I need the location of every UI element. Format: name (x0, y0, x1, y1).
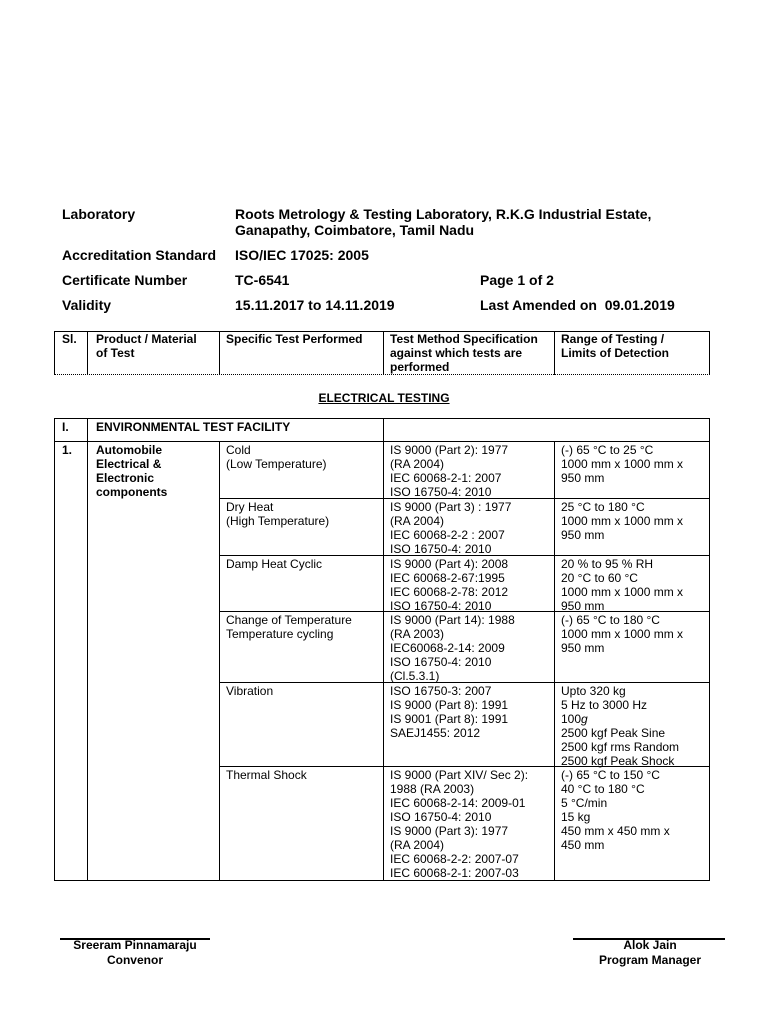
test-method: IS 9000 (Part XIV/ Sec 2): 1988 (RA 2003) IEC 60068-2-14: 2009-01 ISO 16750-4: 2010 IS 9000 (Part 3): 1977 (RA 2004) IEC 60068-2-2: 2007-07 IEC 60068-2-1: 2007-03 (390, 768, 529, 880)
test-range: (-) 65 °C to 150 °C 40 °C to 180 °C 5 °C/min 15 kg 450 mm x 450 mm x 450 mm (561, 768, 670, 852)
standard-label: Accreditation Standard (62, 247, 217, 263)
test-name: Change of Temperature Temperature cycling (226, 613, 352, 641)
laboratory-value-line2: Ganapathy, Coimbatore, Tamil Nadu (235, 222, 475, 238)
item-product: Automobile Electrical & Electronic components (96, 443, 168, 499)
col-specific-test: Specific Test Performed (226, 332, 363, 346)
table-top-border (54, 418, 710, 419)
convenor-role: Convenor (106, 953, 163, 967)
test-name: Damp Heat Cyclic (226, 557, 323, 571)
test-method: ISO 16750-3: 2007 IS 9000 (Part 8): 1991 IS 9001 (Part 8): 1991 SAEJ1455: 2012 (390, 684, 509, 740)
certificate-label: Certificate Number (62, 272, 188, 288)
signature-left (40, 938, 230, 968)
test-range: Upto 320 kg 5 Hz to 3000 Hz 100g 2500 kgf Peak Sine 2500 kgf rms Random 2500 kgf Peak Shock (561, 684, 680, 768)
facility-row-border (54, 441, 710, 442)
laboratory-value-line1: Roots Metrology & Testing Laboratory, R.K.G Industrial Estate, (235, 206, 652, 222)
test-range: (-) 65 °C to 25 °C 1000 mm x 1000 mm x 950 mm (561, 443, 684, 485)
col-sl: Sl. (62, 332, 77, 346)
col-product: Product / Material of Test (96, 332, 197, 360)
item-number: 1. (62, 443, 73, 457)
facility-name: ENVIRONMENTAL TEST FACILITY (96, 420, 291, 434)
test-name: Cold (Low Temperature) (226, 443, 327, 471)
certificate-value: TC-6541 (235, 272, 290, 288)
facility-number: I. (62, 420, 69, 434)
validity-label: Validity (62, 297, 112, 313)
test-method: IS 9000 (Part 2): 1977 (RA 2004) IEC 60068-2-1: 2007 ISO 16750-4: 2010 (390, 443, 509, 499)
test-range: (-) 65 °C to 180 °C 1000 mm x 1000 mm x 950 mm (561, 613, 684, 655)
validity-value: 15.11.2017 to 14.11.2019 (235, 297, 395, 313)
section-title: ELECTRICAL TESTING (318, 391, 450, 405)
test-range: 20 % to 95 % RH 20 °C to 60 °C 1000 mm x 1000 mm x 950 mm (561, 557, 684, 613)
program-manager-role: Program Manager (598, 953, 702, 967)
program-manager-name: Alok Jain (623, 938, 677, 952)
test-method: IS 9000 (Part 3) : 1977 (RA 2004) IEC 60068-2-2 : 2007 ISO 16750-4: 2010 (390, 500, 512, 556)
convenor-name: Sreeram Pinnamaraju (73, 938, 197, 952)
test-method: IS 9000 (Part 14): 1988 (RA 2003) IEC60068-2-14: 2009 ISO 16750-4: 2010 (Cl.5.3.1) (390, 613, 515, 683)
col-test-method: Test Method Specification against which tests are performed (390, 332, 538, 374)
standard-value: ISO/IEC 17025: 2005 (235, 247, 369, 263)
laboratory-label: Laboratory (62, 206, 136, 222)
test-method: IS 9000 (Part 4): 2008 IEC 60068-2-67:1995 IEC 60068-2-78: 2012 ISO 16750-4: 2010 (390, 557, 509, 613)
test-name: Vibration (226, 684, 274, 698)
page-info: Page 1 of 2 (480, 272, 554, 288)
last-amended: Last Amended on 09.01.2019 (480, 297, 675, 313)
table-bottom-border (54, 880, 710, 881)
test-range: 25 °C to 180 °C 1000 mm x 1000 mm x 950 mm (561, 500, 684, 542)
signature-right (555, 938, 745, 968)
col-range: Range of Testing / Limits of Detection (561, 332, 670, 360)
test-name: Dry Heat (High Temperature) (226, 500, 330, 528)
test-name: Thermal Shock (226, 768, 307, 782)
